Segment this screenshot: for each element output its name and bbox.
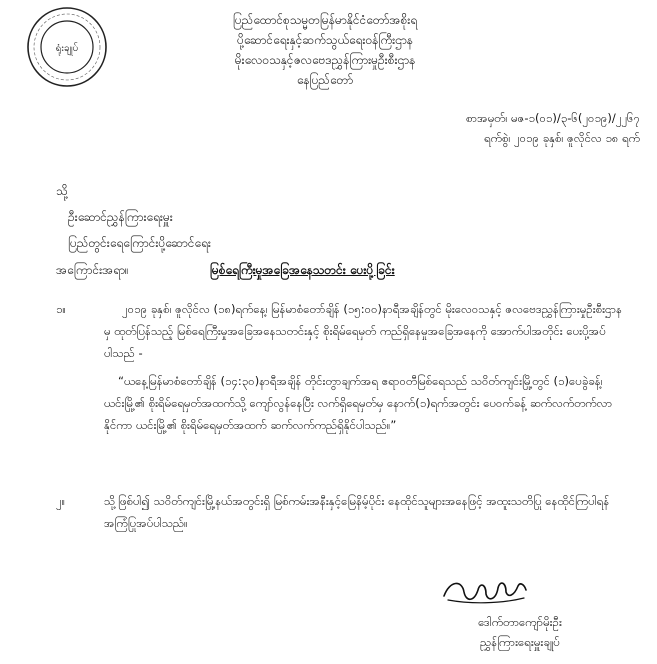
letterhead <box>130 10 520 90</box>
flood-warning-quote: “ယနေ့မြန်မာစံတော်ချိန် (၁၄:၃၀)နာရီအချိန် တိုင်းတွာချက်အရ ဧရာဝတီမြစ်ရေသည် သဝိတ်ကျင်းမြို့တွင် (၁)ပေခွဲခန့်၊ ယင်းမြို့၏ စိုးရိမ်ရေမှတ်အထက်သို့ ကျော်လွန်နေပြီး လက်ရှိရေမှတ်မှ နောက်(၁)ရက်အတွင်း ပေ၀က်ခန့် ဆက်လက်တက်လာနိုင်ကာ ယင်းမြို့၏ စိုးရိမ်ရေမှတ်အထက် ဆက်လက်ကည်ရှိနိုင်ပါသည်။” <box>104 374 613 432</box>
signatory-name: ဒေါက်တာကျော်မိုးဦး <box>478 615 562 629</box>
ministry-name: ပို့ဆောင်ရေးနှင့်ဆက်သွယ်ရေးဝန်ကြီးဌာန <box>237 33 413 47</box>
department-name: မိုးလေဝသနှင့်ဇလဗေဒညွှန်ကြားမှုဦးစီးဌာန <box>234 53 416 67</box>
paragraph-1-number: ၁။ <box>56 302 66 316</box>
city-name: နေပြည်တော် <box>296 73 354 87</box>
paragraph-2 <box>56 490 626 534</box>
paragraph-1 <box>56 298 626 364</box>
recipient-block <box>56 178 211 256</box>
subject-text: မြစ်ရေကြီးမှုအခြေအနေသတင်း ပေးပို့ခြင်း <box>209 263 395 277</box>
paragraph-2-number: ၂။ <box>56 494 66 508</box>
recipient-title: ဦးဆောင်ညွှန်ကြားရေးမှူး <box>68 210 173 224</box>
subject-line <box>56 262 616 280</box>
reference-block <box>380 108 640 148</box>
signatory-title: ညွှန်ကြားရေးမှူးချုပ် <box>480 635 560 649</box>
paragraph-1-text: ၂၀၁၉ ခုနှစ်၊ ဇူလိုင်လ (၁၈)ရက်နေ့၊ မြန်မာစံတော်ချိန် (၁၅:၀၀)နာရီအချိန်တွင် မိုးလေဝသနှင့် ဇလဗေဒညွှန်ကြားမှုဦးစီးဌာနမှ ထုတ်ပြန်သည့် မြစ်ရေကြီးမှုအခြေအနေသတင်းနှင့် စိုးရိမ်ရေမှတ် ကည်ရှိနေမှုအခြေအနေကို အောက်ပါအတိုင်း ပေးပို့အပ်ပါသည် - <box>104 302 623 360</box>
to-label: သို့ <box>56 184 68 198</box>
letter-date: ရက်စွဲ၊ ၂၀၁၉ ခုနှစ်၊ ဇူလိုင်လ ၁၈ ရက် <box>484 131 640 145</box>
svg-text:ရုံးချုပ်: ရုံးချုပ် <box>55 43 79 54</box>
department-seal <box>26 6 108 88</box>
letter-number: စာအမှတ်၊ မဇ-၁(၀၁)/၃-၆(၂၀၁၉)/၂၂၆၇ <box>465 111 640 125</box>
recipient-organization: ပြည်တွင်းရေကြောင်းပို့ဆောင်ရေး <box>68 236 211 250</box>
signatory-block <box>420 612 620 652</box>
government-name: ပြည်ထောင်စုသမ္မတမြန်မာနိုင်ငံတော်အစိုးရ <box>232 13 418 27</box>
subject-label: အကြောင်းအရာ။ <box>56 263 129 277</box>
paragraph-2-text: သို့ဖြစ်ပါ၍ သဝိတ်ကျင်းမြို့နယ်အတွင်းရှိ မြစ်ကမ်းအနီးနှင့်မြေနိမ့်ပိုင်း နေထိုင်သူများအနေဖြင့် အထူးသတိပြု နေထိုင်ကြပါရန် အကြံပြုအပ်ပါသည်။ <box>104 494 610 530</box>
handwritten-signature <box>440 574 530 608</box>
